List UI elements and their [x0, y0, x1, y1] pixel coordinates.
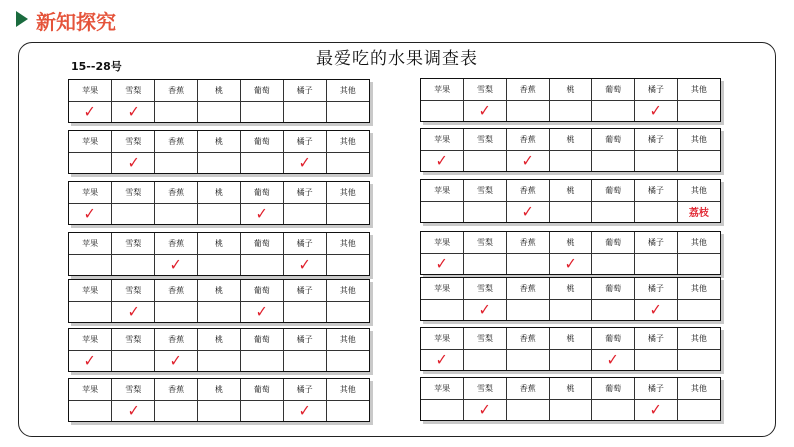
check-mark-icon: ✓ [170, 254, 183, 274]
check-mark-icon: ✓ [170, 350, 183, 370]
vote-cell [592, 399, 635, 420]
vote-cell [155, 400, 198, 421]
vote-cell [464, 399, 507, 420]
fruit-header-cell: 桃 [198, 379, 241, 400]
vote-cell [198, 254, 241, 275]
vote-cell [326, 350, 369, 371]
fruit-header-cell: 雪梨 [464, 180, 507, 201]
fruit-header-cell: 其他 [326, 182, 369, 203]
fruit-header-cell: 苹果 [69, 131, 112, 152]
survey-sheet-left-1 [68, 79, 370, 123]
vote-cell [635, 253, 678, 274]
fruit-header-cell: 其他 [677, 129, 720, 150]
fruit-header-cell: 苹果 [69, 182, 112, 203]
vote-cell [635, 201, 678, 222]
fruit-header-cell: 其他 [677, 278, 720, 299]
fruit-header-cell: 其他 [326, 280, 369, 301]
vote-cell [421, 253, 464, 274]
fruit-header-cell: 其他 [326, 80, 369, 101]
vote-cell [69, 301, 112, 322]
vote-cell [506, 201, 549, 222]
fruit-header-cell: 桃 [198, 80, 241, 101]
fruit-header-cell: 橘子 [283, 280, 326, 301]
vote-cell [549, 299, 592, 320]
vote-cell [283, 400, 326, 421]
fruit-header-cell: 橘子 [283, 233, 326, 254]
vote-cell [506, 150, 549, 171]
survey-sheet-right-6 [420, 327, 721, 371]
vote-cell [592, 201, 635, 222]
vote-cell [198, 301, 241, 322]
vote-cell [155, 254, 198, 275]
check-mark-icon: ✓ [649, 100, 662, 120]
fruit-header-cell: 橘子 [283, 329, 326, 350]
fruit-header-cell: 葡萄 [592, 232, 635, 253]
number-range: 15--28号 [71, 60, 122, 73]
vote-cell [240, 400, 283, 421]
vote-cell [326, 101, 369, 122]
fruit-header-cell: 雪梨 [112, 280, 155, 301]
vote-cell [677, 399, 720, 420]
survey-sheet-left-3 [68, 181, 370, 225]
vote-cell [549, 100, 592, 121]
fruit-header-cell: 苹果 [69, 280, 112, 301]
section-header [0, 0, 794, 40]
fruit-header-cell: 苹果 [421, 278, 464, 299]
vote-cell [592, 349, 635, 370]
check-mark-icon: ✓ [521, 201, 534, 221]
fruit-header-cell: 苹果 [421, 378, 464, 399]
fruit-header-cell: 雪梨 [464, 79, 507, 100]
check-mark-icon: ✓ [607, 349, 620, 369]
check-mark-icon: ✓ [127, 101, 140, 121]
check-mark-icon: ✓ [84, 101, 97, 121]
survey-sheet-left-4 [68, 232, 370, 276]
fruit-header-cell: 桃 [549, 129, 592, 150]
survey-sheet-left-2 [68, 130, 370, 174]
fruit-header-cell: 橘子 [635, 378, 678, 399]
fruit-header-cell: 葡萄 [240, 182, 283, 203]
vote-cell [112, 301, 155, 322]
fruit-header-cell: 苹果 [69, 80, 112, 101]
fruit-header-cell: 雪梨 [464, 232, 507, 253]
vote-cell [677, 253, 720, 274]
fruit-header-cell: 葡萄 [592, 180, 635, 201]
check-mark-icon: ✓ [436, 150, 449, 170]
fruit-header-cell: 桃 [549, 328, 592, 349]
fruit-header-cell: 雪梨 [464, 278, 507, 299]
vote-cell [506, 349, 549, 370]
vote-cell [69, 203, 112, 224]
fruit-header-cell: 橘子 [283, 379, 326, 400]
survey-sheet-right-1 [420, 78, 721, 122]
vote-cell [326, 301, 369, 322]
fruit-header-cell: 香蕉 [155, 182, 198, 203]
fruit-header-cell: 桃 [549, 79, 592, 100]
vote-cell [198, 400, 241, 421]
vote-cell [464, 299, 507, 320]
check-mark-icon: ✓ [479, 299, 492, 319]
vote-cell [155, 101, 198, 122]
vote-cell [592, 150, 635, 171]
fruit-header-cell: 橘子 [283, 80, 326, 101]
vote-cell [464, 253, 507, 274]
vote-cell [549, 253, 592, 274]
vote-cell [155, 203, 198, 224]
vote-cell [112, 400, 155, 421]
vote-cell [592, 253, 635, 274]
vote-cell [677, 299, 720, 320]
fruit-header-cell: 雪梨 [112, 131, 155, 152]
fruit-header-cell: 橘子 [283, 131, 326, 152]
page-title: 最爱吃的水果调查表 [316, 49, 478, 69]
fruit-header-cell: 雪梨 [464, 129, 507, 150]
vote-cell [506, 100, 549, 121]
check-mark-icon: ✓ [84, 203, 97, 223]
vote-cell [69, 101, 112, 122]
vote-cell [421, 349, 464, 370]
play-triangle-icon [16, 11, 28, 27]
vote-cell [635, 100, 678, 121]
fruit-header-cell: 葡萄 [240, 379, 283, 400]
vote-cell [283, 254, 326, 275]
vote-cell [549, 201, 592, 222]
vote-cell [506, 253, 549, 274]
vote-cell [326, 203, 369, 224]
vote-cell [635, 150, 678, 171]
vote-cell [240, 350, 283, 371]
survey-sheet-right-3 [420, 179, 721, 223]
check-mark-icon: ✓ [521, 150, 534, 170]
vote-cell [198, 152, 241, 173]
fruit-header-cell: 苹果 [69, 233, 112, 254]
fruit-header-cell: 桃 [549, 378, 592, 399]
fruit-header-cell: 雪梨 [112, 182, 155, 203]
vote-cell [155, 301, 198, 322]
fruit-header-cell: 橘子 [635, 79, 678, 100]
fruit-header-cell: 橘子 [635, 328, 678, 349]
fruit-header-cell: 香蕉 [155, 280, 198, 301]
fruit-header-cell: 葡萄 [592, 79, 635, 100]
fruit-header-cell: 桃 [198, 131, 241, 152]
vote-cell [592, 100, 635, 121]
fruit-header-cell: 其他 [326, 233, 369, 254]
vote-cell [240, 152, 283, 173]
vote-cell [635, 399, 678, 420]
fruit-header-cell: 葡萄 [592, 378, 635, 399]
vote-cell [549, 399, 592, 420]
fruit-header-cell: 橘子 [635, 232, 678, 253]
fruit-header-cell: 橘子 [635, 278, 678, 299]
fruit-header-cell: 雪梨 [112, 80, 155, 101]
check-mark-icon: ✓ [564, 253, 577, 273]
vote-cell [677, 150, 720, 171]
fruit-header-cell: 雪梨 [112, 233, 155, 254]
fruit-header-cell: 葡萄 [240, 329, 283, 350]
vote-cell [421, 100, 464, 121]
vote-cell [464, 201, 507, 222]
fruit-header-cell: 其他 [326, 379, 369, 400]
fruit-header-cell: 橘子 [283, 182, 326, 203]
fruit-header-cell: 葡萄 [592, 328, 635, 349]
vote-cell [155, 152, 198, 173]
fruit-header-cell: 其他 [326, 329, 369, 350]
check-mark-icon: ✓ [127, 152, 140, 172]
fruit-header-cell: 香蕉 [155, 233, 198, 254]
fruit-header-cell: 苹果 [421, 180, 464, 201]
fruit-header-cell: 其他 [677, 328, 720, 349]
survey-sheet-right-5 [420, 277, 721, 321]
fruit-header-cell: 香蕉 [155, 131, 198, 152]
vote-cell [283, 350, 326, 371]
check-mark-icon: ✓ [298, 254, 311, 274]
fruit-header-cell: 桃 [198, 329, 241, 350]
fruit-header-cell: 橘子 [635, 180, 678, 201]
vote-cell [283, 101, 326, 122]
other-fruit-text: 荔枝 [688, 208, 709, 220]
fruit-header-cell: 香蕉 [155, 329, 198, 350]
vote-cell [240, 203, 283, 224]
vote-cell [326, 254, 369, 275]
vote-cell [464, 349, 507, 370]
vote-cell [112, 152, 155, 173]
check-mark-icon: ✓ [255, 203, 268, 223]
vote-cell [421, 299, 464, 320]
check-mark-icon: ✓ [649, 299, 662, 319]
survey-sheet-right-4 [420, 231, 721, 275]
check-mark-icon: ✓ [436, 349, 449, 369]
fruit-header-cell: 葡萄 [240, 80, 283, 101]
fruit-header-cell: 香蕉 [506, 129, 549, 150]
fruit-header-cell: 香蕉 [506, 232, 549, 253]
fruit-header-cell: 苹果 [421, 232, 464, 253]
check-mark-icon: ✓ [127, 301, 140, 321]
vote-cell [198, 203, 241, 224]
vote-cell [69, 152, 112, 173]
vote-cell [506, 299, 549, 320]
fruit-header-cell: 雪梨 [464, 328, 507, 349]
check-mark-icon: ✓ [436, 253, 449, 273]
fruit-header-cell: 雪梨 [464, 378, 507, 399]
vote-cell [112, 203, 155, 224]
vote-cell [283, 301, 326, 322]
check-mark-icon: ✓ [479, 399, 492, 419]
vote-cell [635, 299, 678, 320]
check-mark-icon: ✓ [127, 400, 140, 420]
vote-cell [198, 101, 241, 122]
vote-cell [677, 201, 720, 222]
fruit-header-cell: 桃 [549, 180, 592, 201]
fruit-header-cell: 葡萄 [592, 278, 635, 299]
vote-cell [112, 254, 155, 275]
fruit-header-cell: 苹果 [69, 379, 112, 400]
check-mark-icon: ✓ [84, 350, 97, 370]
fruit-header-cell: 桃 [549, 278, 592, 299]
fruit-header-cell: 香蕉 [155, 379, 198, 400]
vote-cell [283, 203, 326, 224]
fruit-header-cell: 苹果 [421, 328, 464, 349]
fruit-header-cell: 其他 [326, 131, 369, 152]
vote-cell [198, 350, 241, 371]
vote-cell [69, 254, 112, 275]
check-mark-icon: ✓ [298, 152, 311, 172]
fruit-header-cell: 葡萄 [240, 131, 283, 152]
survey-sheet-left-5 [68, 279, 370, 323]
fruit-header-cell: 橘子 [635, 129, 678, 150]
vote-cell [549, 150, 592, 171]
vote-cell [155, 350, 198, 371]
fruit-header-cell: 桃 [549, 232, 592, 253]
vote-cell [69, 350, 112, 371]
vote-cell [464, 150, 507, 171]
vote-cell [506, 399, 549, 420]
fruit-header-cell: 葡萄 [592, 129, 635, 150]
fruit-header-cell: 桃 [198, 280, 241, 301]
fruit-header-cell: 葡萄 [240, 233, 283, 254]
fruit-header-cell: 葡萄 [240, 280, 283, 301]
vote-cell [549, 349, 592, 370]
check-mark-icon: ✓ [649, 399, 662, 419]
vote-cell [635, 349, 678, 370]
vote-cell [421, 201, 464, 222]
fruit-header-cell: 桃 [198, 182, 241, 203]
survey-sheet-right-7 [420, 377, 721, 421]
vote-cell [112, 350, 155, 371]
fruit-header-cell: 苹果 [69, 329, 112, 350]
fruit-header-cell: 香蕉 [155, 80, 198, 101]
vote-cell [677, 100, 720, 121]
fruit-header-cell: 其他 [677, 79, 720, 100]
check-mark-icon: ✓ [479, 100, 492, 120]
vote-cell [283, 152, 326, 173]
fruit-header-cell: 其他 [677, 180, 720, 201]
fruit-header-cell: 香蕉 [506, 79, 549, 100]
vote-cell [677, 349, 720, 370]
section-title: 新知探究 [36, 10, 116, 34]
fruit-header-cell: 香蕉 [506, 378, 549, 399]
vote-cell [421, 399, 464, 420]
fruit-header-cell: 桃 [198, 233, 241, 254]
check-mark-icon: ✓ [255, 301, 268, 321]
vote-cell [592, 299, 635, 320]
survey-sheet-right-2 [420, 128, 721, 172]
fruit-header-cell: 雪梨 [112, 379, 155, 400]
fruit-header-cell: 苹果 [421, 79, 464, 100]
vote-cell [464, 100, 507, 121]
vote-cell [326, 400, 369, 421]
check-mark-icon: ✓ [298, 400, 311, 420]
vote-cell [69, 400, 112, 421]
fruit-header-cell: 香蕉 [506, 328, 549, 349]
fruit-header-cell: 雪梨 [112, 329, 155, 350]
survey-sheet-left-6 [68, 328, 370, 372]
fruit-header-cell: 其他 [677, 232, 720, 253]
fruit-header-cell: 香蕉 [506, 180, 549, 201]
vote-cell [112, 101, 155, 122]
vote-cell [421, 150, 464, 171]
vote-cell [240, 301, 283, 322]
fruit-header-cell: 香蕉 [506, 278, 549, 299]
survey-sheet-left-7 [68, 378, 370, 422]
fruit-header-cell: 其他 [677, 378, 720, 399]
fruit-header-cell: 苹果 [421, 129, 464, 150]
vote-cell [240, 254, 283, 275]
vote-cell [240, 101, 283, 122]
vote-cell [326, 152, 369, 173]
